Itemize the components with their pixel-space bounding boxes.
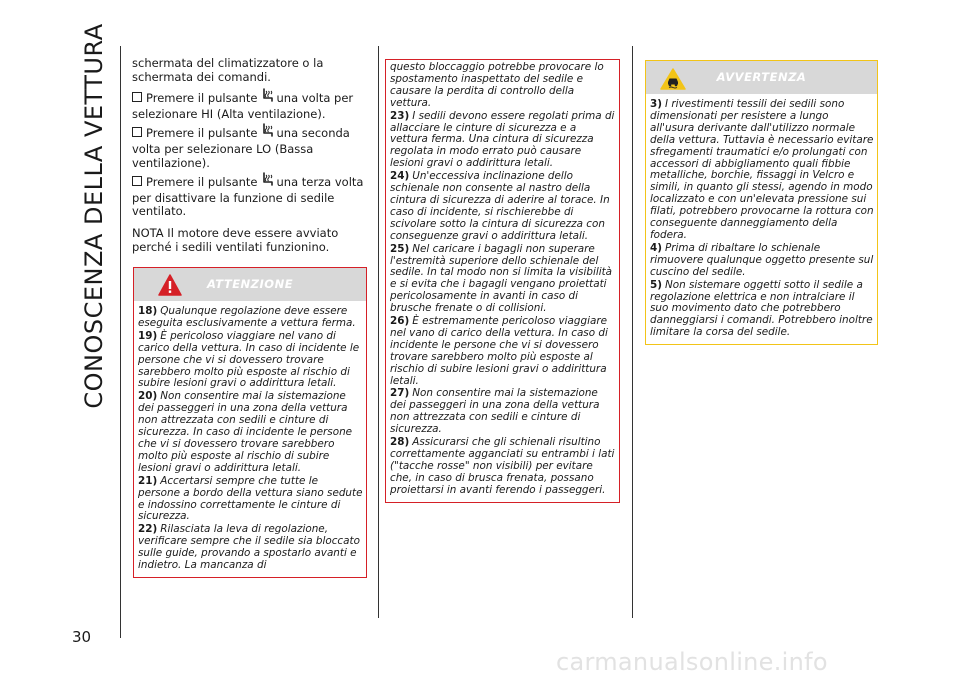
item-text: Non sistemare oggetti sotto il sedile a regolazione elettrica e non intralciare il suo movimento dato che potrebbero danneggiarsi i comandi. Potrebbero inoltre limitare la corsa del sedile. <box>650 278 873 339</box>
nota-text: NOTA Il motore deve essere avviato perché i sedili ventilati funzionino. <box>132 225 339 254</box>
item-number: 22) <box>138 523 158 536</box>
warning-item <box>138 476 363 524</box>
avvertenza-box <box>645 60 878 345</box>
item-text: È estremamente pericoloso viaggiare nel vano di carico della vettura. In caso di incidente le persone che vi si dovessero trovare sarebbero molto più esposte al rischio di subire lesioni gravi o addirittura letali. <box>390 315 608 387</box>
warning-item <box>138 524 363 572</box>
attenzione-box <box>133 267 367 578</box>
item-text: È pericoloso viaggiare nel vano di carico della vettura. In caso di incidente le persone che vi si dovessero trovare sarebbero molto più esposte al rischio di subire lesioni gravi o addirittura letali. <box>138 329 360 390</box>
bullet-item <box>132 88 370 121</box>
warning-item <box>390 388 616 436</box>
item-number: 4) <box>650 241 662 254</box>
warning-item <box>138 306 363 330</box>
attenzione-header <box>134 268 366 301</box>
continued-warning-box <box>385 59 620 503</box>
bullet-item <box>132 172 370 219</box>
item-number: 20) <box>138 390 158 403</box>
sidebar-divider <box>120 46 121 638</box>
warning-item <box>650 99 874 242</box>
warning-item <box>390 171 616 242</box>
item-number: 25) <box>390 242 410 255</box>
item-text: Rilasciata la leva di regolazione, verificare sempre che il sedile sia bloccato sulle guide, provando a spostarlo avanti e indietro. La mancanza di <box>138 523 360 572</box>
item-number: 19) <box>138 329 158 342</box>
intro-text: schermata del climatizzatore o la schermata dei comandi. <box>132 56 324 84</box>
warning-item <box>650 243 874 279</box>
column-divider-2 <box>632 46 633 618</box>
column-1 <box>132 57 370 263</box>
item-text: Qualunque regolazione deve essere eseguita esclusivamente a vettura ferma. <box>138 305 356 329</box>
item-number: 18) <box>138 305 158 317</box>
bullet-item <box>132 123 370 170</box>
warning-item <box>138 331 363 391</box>
warning-item <box>390 111 616 171</box>
item-text: Non consentire mai la sistemazione dei passeggeri in una zona della vettura non attrezzata con sedili e cinture di sicurezza. <box>390 387 600 436</box>
item-text: I sedili devono essere regolati prima di allacciare le cinture di sicurezza e a vettura ferma. Una cintura di sicurezza regolata in modo errato può causare lesioni gravi o addirittura letali. <box>390 109 615 170</box>
warning-item <box>390 244 616 315</box>
bullet-text: una terza volta per disattivare la funzione di sedile ventilato. <box>132 175 364 219</box>
page-number: 30 <box>72 628 92 646</box>
section-title <box>69 23 119 409</box>
item-text: Accertarsi sempre che tutte le persone a bordo della vettura siano sedute e indossino correttamente le cinture di sicurezza. <box>138 474 363 523</box>
attenzione-label: ATTENZIONE <box>206 277 294 291</box>
item-text: Nel caricare i bagagli non superare l'estremità superiore dello schienale del sedile. In tal modo non si limita la visibilità e si evita che i bagagli vengano proiettati pericolosamente in avanti in caso di brusche frenate o di collisioni. <box>390 242 613 315</box>
ventilated-seat-icon <box>261 123 274 143</box>
warning-item <box>390 437 616 497</box>
item-number: 21) <box>138 474 158 487</box>
avvertenza-content <box>646 94 877 344</box>
ventilated-seat-icon <box>261 88 274 108</box>
item-number: 28) <box>390 436 410 449</box>
item-number: 3) <box>650 98 662 110</box>
section-title-text: CONOSCENZA DELLA VETTURA <box>80 23 108 409</box>
item-number: 26) <box>390 315 410 328</box>
bullet-text: Premere il pulsante <box>146 91 258 106</box>
item-number: 23) <box>390 109 410 122</box>
item-number: 5) <box>650 278 662 291</box>
checkbox-bullet-icon <box>132 176 142 186</box>
watermark: carmanualsonline.info <box>556 648 828 676</box>
item-text: Prima di ribaltare lo schienale rimuovere qualunque oggetto presente sul cuscino del sedile. <box>650 241 874 278</box>
warning-item <box>390 316 616 387</box>
item-number: 27) <box>390 387 410 400</box>
item-text: Assicurarsi che gli schienali risultino correttamente agganciati su entrambi i lati ("tacche rosse" non visibili) per evitare che, in caso di brusca frenata, possano proiettarsi in avanti ferendo i passeggeri. <box>390 436 615 496</box>
warning-item <box>650 280 874 340</box>
item-number: 24) <box>390 170 410 183</box>
checkbox-bullet-icon <box>132 127 142 137</box>
continued-items <box>390 111 616 497</box>
attenzione-content <box>134 301 366 577</box>
bullet-text: una volta per selezionare HI (Alta ventilazione). <box>132 91 354 121</box>
item-text: Non consentire mai la sistemazione dei passeggeri in una zona della vettura non attrezzata con sedili e cinture di sicurezza. In caso di incidente le persone che vi si dovessero trovare sarebbero molto più esposte al rischio di subire lesioni gravi o addirittura letali. <box>138 390 353 474</box>
bullet-text: Premere il pulsante <box>146 175 258 190</box>
continued-content <box>386 60 619 502</box>
item-text: I rivestimenti tessili dei sedili sono dimensionati per resistere a lungo all'usura derivante dall'utilizzo normale della vettura. Tuttavia è necessario evitare sfregamenti traumatici e/o prolungati con accessori di abbigliamento quali fibbie metalliche, borchie, fissaggi in Velcro e simili, in quanto gli stessi, agendo in modo localizzato e con un'elevata pressione sui filati, potrebbero provocarne la rottura con conseguente danneggiamento della fodera. <box>650 98 874 241</box>
column-divider-1 <box>378 46 379 618</box>
avvertenza-header <box>646 61 877 94</box>
bullet-list <box>132 88 370 219</box>
item-text: Un'eccessiva inclinazione dello schienale non consente al nastro della cintura di sicurezza di aderire al torace. In caso di incidente, si rischierebbe di scivolare sotto la cintura di sicurezza con conseguenze gravi o addirittura letali. <box>390 170 610 242</box>
checkbox-bullet-icon <box>132 92 142 102</box>
bullet-text: Premere il pulsante <box>146 126 258 141</box>
warning-item <box>138 391 363 474</box>
continued-lead: questo bloccaggio potrebbe provocare lo spostamento inaspettato del sedile e causare la perdita di controllo della vettura. <box>390 61 604 109</box>
bullet-text: una seconda volta per selezionare LO (Bassa ventilazione). <box>132 126 350 170</box>
avvertenza-label: AVVERTENZA <box>716 70 807 84</box>
ventilated-seat-icon <box>261 172 274 192</box>
